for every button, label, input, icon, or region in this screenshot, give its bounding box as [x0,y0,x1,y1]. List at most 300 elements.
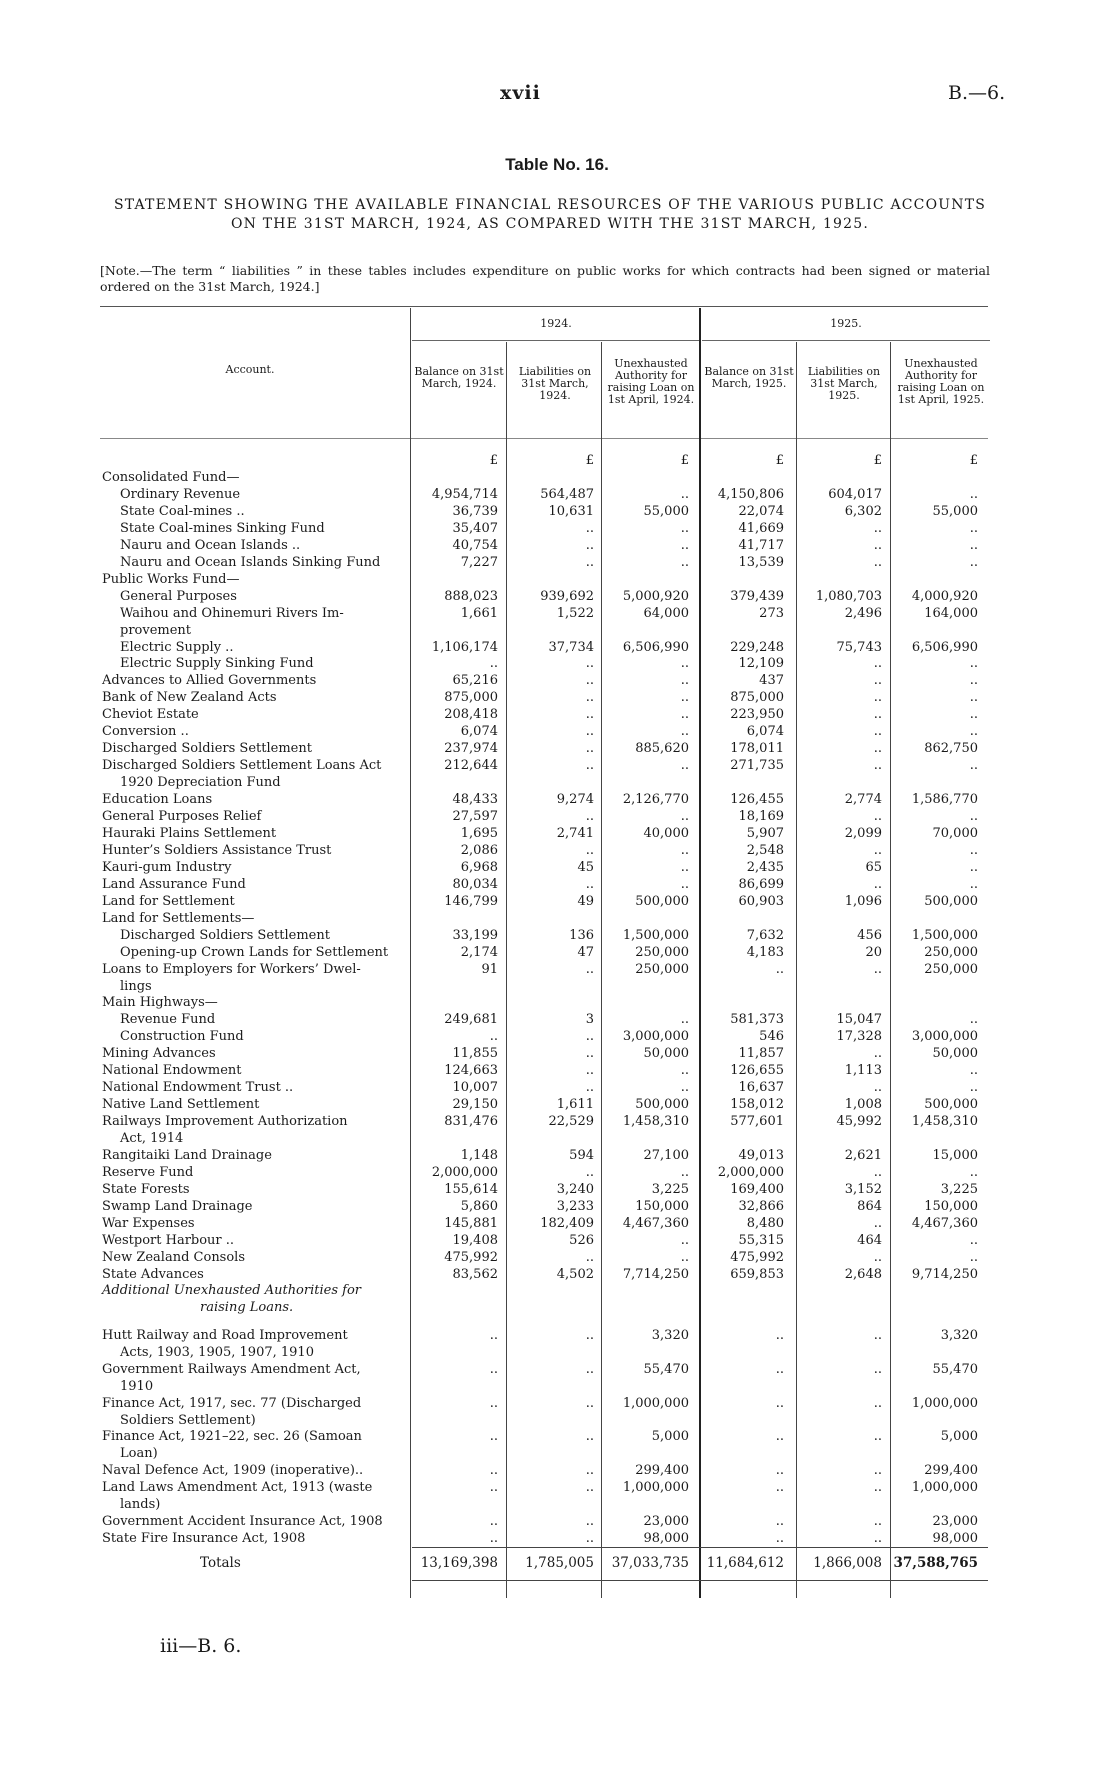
table-row [0,1266,1114,1283]
cell-value: 2,648 [844,1266,882,1282]
account-name: Land Assurance Fund [102,876,246,892]
cell-value: 500,000 [635,893,689,909]
table-row [0,520,1114,537]
cell-value: .. [585,537,594,553]
cell-value: .. [585,1328,594,1343]
account-name: Consolidated Fund— [102,470,240,485]
currency-symbol: £ [489,453,498,468]
cell-value: .. [969,724,978,740]
cell-value: .. [680,1164,689,1180]
note: [Note.—The term “ liabilities ” in these tables includes expenditure on public works for which contracts had been signed or material ordered on the 31st March, 1924.] [100,263,990,294]
page-footer: iii—B. 6. [160,1635,242,1657]
cell-value: 3,240 [556,1181,594,1197]
table-row [0,554,1114,571]
table-row [0,1361,1114,1378]
cell-value: .. [585,1029,594,1045]
account-name: Hutt Railway and Road Improvement [102,1328,348,1343]
cell-value: 3,152 [844,1181,882,1197]
account-name: Mining Advances [102,1046,216,1062]
cell-value: 862,750 [924,741,978,757]
cell-value: .. [585,1530,594,1546]
cell-value: .. [969,1012,978,1028]
account-name: Cheviot Estate [102,707,199,723]
cell-value: .. [680,554,689,570]
table-row [0,1215,1114,1232]
account-name: Rangitaiki Land Drainage [102,1148,272,1163]
cell-value: .. [680,673,689,689]
cell-value: .. [873,656,882,672]
account-name: Railways Improvement Authorization [102,1114,348,1130]
cell-value: 6,302 [844,503,882,519]
cell-value: 5,000,920 [622,588,689,604]
cell-value: 10,631 [548,503,594,519]
account-name: Conversion .. [102,724,189,740]
cell-value: .. [873,1249,882,1265]
cell-value: 55,315 [738,1232,784,1248]
cell-value: .. [585,758,594,774]
cell-value: .. [969,842,978,858]
cell-value: 564,487 [540,486,594,502]
cell-value: 237,974 [444,741,498,757]
cell-value: .. [873,1046,882,1062]
cell-value: .. [873,554,882,570]
cell-value: 2,774 [844,792,882,808]
cell-value: 4,954,714 [431,486,498,502]
cell-value: 2,086 [460,842,498,858]
cell-value: .. [489,1480,498,1496]
table-row [0,876,1114,893]
cell-value: .. [680,1249,689,1265]
cell-value: 500,000 [924,1097,978,1113]
account-name: General Purposes Relief [102,809,262,824]
cell-value: 23,000 [643,1513,689,1529]
cell-value: 3,225 [651,1181,689,1197]
cell-value: 250,000 [924,961,978,977]
cell-value: .. [969,1164,978,1180]
cell-value: 98,000 [643,1530,689,1546]
cell-value: 7,714,250 [622,1266,689,1282]
table-row [0,757,1114,774]
cell-value: .. [585,724,594,740]
cell-value: 10,007 [452,1080,498,1096]
cell-value: 1,000,000 [622,1480,689,1496]
cell-value: 229,248 [730,639,784,655]
account-name: Waihou and Ohinemuri Rivers Im- [120,605,344,621]
cell-value: .. [775,1463,784,1479]
cell-value: 49 [577,893,594,909]
cell-value: 4,467,360 [911,1215,978,1231]
account-name: General Purposes [120,588,237,604]
account-name: Soldiers Settlement) [120,1412,256,1428]
cell-value: .. [489,1429,498,1445]
cell-value: 4,467,360 [622,1215,689,1231]
account-name: Nauru and Ocean Islands .. [120,537,301,553]
cell-value: .. [873,758,882,774]
cell-value: 831,476 [444,1114,498,1130]
cell-value: 875,000 [444,690,498,706]
table-title: Table No. 16. [505,155,609,174]
cell-value: 2,435 [746,859,784,875]
account-name: Kauri-gum Industry [102,859,232,875]
cell-value: 475,992 [730,1249,784,1265]
additional-heading-line1: Additional Unexhausted Authorities for [102,1283,361,1298]
account-name: Finance Act, 1917, sec. 77 (Discharged [102,1395,362,1411]
account-name: Main Highways— [102,995,218,1011]
account-name: Electric Supply .. [120,639,234,655]
cell-value: 83,562 [452,1266,498,1282]
cell-value: 526 [569,1232,594,1248]
account-name: State Advances [102,1266,204,1282]
cell-value: .. [969,690,978,706]
header-unexhausted-1924: Unexhausted Authority for raising Loan on 1st April, 1924. [607,357,695,406]
cell-value: 158,012 [730,1097,784,1113]
cell-value: .. [680,758,689,774]
table-row [0,1130,1114,1147]
cell-value: .. [585,707,594,723]
cell-value: 594 [569,1148,594,1163]
cell-value: 18,169 [738,809,784,824]
cell-value: 45 [577,859,594,875]
cell-value: .. [489,1361,498,1377]
account-name: Land for Settlements— [102,910,255,926]
table-row [0,927,1114,944]
cell-value: 1,661 [460,605,498,621]
totals-value: 37,588,765 [893,1555,978,1571]
totals-value: 13,169,398 [420,1555,498,1571]
cell-value: .. [680,859,689,875]
cell-value: 1,080,703 [815,588,882,604]
account-name: State Fire Insurance Act, 1908 [102,1530,306,1546]
cell-value: .. [969,520,978,536]
table-row [0,1479,1114,1496]
currency-symbol: £ [873,453,882,468]
cell-value: 1,113 [844,1063,882,1079]
currency-symbol: £ [680,453,689,468]
header-unexhausted-1925: Unexhausted Authority for raising Loan on 1st April, 1925. [897,357,985,406]
cell-value: 40,000 [643,825,689,841]
cell-value: 1,500,000 [622,927,689,943]
table-row [0,1496,1114,1513]
cell-value: .. [489,1029,498,1045]
table-row [0,1462,1114,1479]
cell-value: .. [873,1429,882,1445]
cell-value: 271,735 [730,758,784,774]
account-name: Construction Fund [120,1029,244,1045]
table-row [0,655,1114,672]
cell-value: 2,099 [844,825,882,841]
table-row [0,1198,1114,1215]
table-row [0,503,1114,520]
cell-value: .. [775,1395,784,1411]
cell-value: .. [873,673,882,689]
cell-value: .. [680,1063,689,1079]
cell-value: 6,074 [460,724,498,740]
statement-heading: STATEMENT SHOWING THE AVAILABLE FINANCIAL RESOURCES OF THE VARIOUS PUBLIC ACCOUNTS ON THE 31ST MARCH, 1924, AS COMPARED WITH THE 31ST MARCH, 1925. [113,197,987,232]
cell-value: 250,000 [635,944,689,960]
cell-value: .. [873,520,882,536]
cell-value: 2,548 [746,842,784,858]
cell-value: .. [489,656,498,672]
cell-value: 7,632 [746,927,784,943]
cell-value: 3 [585,1012,594,1028]
cell-value: 126,655 [730,1063,784,1079]
cell-value: 249,681 [444,1012,498,1028]
cell-value: .. [585,1429,594,1445]
totals-row [0,1555,1114,1572]
cell-value: 1,695 [460,825,498,841]
cell-value: 888,023 [444,588,498,604]
cell-value: .. [969,1249,978,1265]
cell-value: .. [969,554,978,570]
account-name: Discharged Soldiers Settlement Loans Act [102,758,382,774]
cell-value: .. [585,520,594,536]
table-row [0,1062,1114,1079]
table-row [0,791,1114,808]
cell-value: .. [969,673,978,689]
cell-value: 32,866 [738,1198,784,1214]
table-row [0,1445,1114,1462]
cell-value: 1,148 [460,1148,498,1163]
cell-value: 150,000 [924,1198,978,1214]
cell-value: .. [585,876,594,892]
currency-row [0,452,1114,469]
cell-value: .. [873,1215,882,1231]
cell-value: .. [585,842,594,858]
table-row [0,1164,1114,1181]
table-row [0,605,1114,622]
account-name: Ordinary Revenue [120,486,241,502]
cell-value: .. [585,1249,594,1265]
cell-value: 1,522 [556,605,594,621]
account-name: Opening-up Crown Lands for Settlement [120,944,389,960]
cell-value: 437 [759,673,784,689]
cell-value: .. [585,1361,594,1377]
cell-value: 50,000 [932,1046,978,1062]
cell-value: 6,074 [746,724,784,740]
table-row [0,1011,1114,1028]
totals-value: 11,684,612 [706,1555,784,1571]
cell-value: .. [775,1480,784,1496]
cell-value: .. [489,1513,498,1529]
cell-value: .. [585,1480,594,1496]
additional-heading-line2: raising Loans. [200,1300,294,1315]
cell-value: 27,597 [452,809,498,824]
table-row [0,1327,1114,1344]
account-name: 1910 [120,1378,154,1394]
year-rule-1925 [702,340,990,341]
header-rule [100,438,988,439]
document-reference: B.—6. [948,82,1006,104]
table-row [0,1249,1114,1266]
cell-value: 150,000 [635,1198,689,1214]
cell-value: 86,699 [738,876,784,892]
cell-value: .. [873,707,882,723]
cell-value: 1,458,310 [911,1114,978,1130]
account-name: Swamp Land Drainage [102,1198,253,1214]
account-name: Naval Defence Act, 1909 (inoperative).. [102,1463,364,1479]
cell-value: 16,637 [738,1080,784,1096]
cell-value: 604,017 [828,486,882,502]
cell-value: .. [775,1429,784,1445]
cell-value: 169,400 [730,1181,784,1197]
cell-value: 126,455 [730,792,784,808]
account-name: National Endowment Trust .. [102,1080,294,1096]
cell-value: 8,480 [746,1215,784,1231]
table-row [0,469,1114,486]
cell-value: .. [969,876,978,892]
cell-value: 1,000,000 [622,1395,689,1411]
cell-value: 13,539 [738,554,784,570]
cell-value: 864 [857,1198,882,1214]
cell-value: 5,860 [460,1198,498,1214]
table-row [0,1395,1114,1412]
cell-value: 546 [759,1029,784,1045]
cell-value: 23,000 [932,1513,978,1529]
cell-value: 33,199 [452,927,498,943]
cell-value: 3,233 [556,1198,594,1214]
cell-value: .. [585,741,594,757]
table-row [0,588,1114,605]
cell-value: .. [969,537,978,553]
header-account: Account. [225,363,275,376]
cell-value: .. [873,1463,882,1479]
cell-value: .. [585,1046,594,1062]
cell-value: 47 [577,944,594,960]
table-row [0,1079,1114,1096]
cell-value: 4,502 [556,1266,594,1282]
table-row [0,639,1114,656]
cell-value: .. [680,486,689,502]
account-name: Revenue Fund [120,1012,216,1028]
cell-value: 65,216 [452,673,498,689]
cell-value: 1,000,000 [911,1480,978,1496]
cell-value: .. [585,554,594,570]
cell-value: 7,227 [460,554,498,570]
totals-value: 1,866,008 [813,1555,882,1571]
cell-value: 5,000 [940,1429,978,1445]
cell-value: 464 [857,1232,882,1248]
cell-value: .. [873,741,882,757]
page-number: xvii [500,82,541,104]
cell-value: .. [680,537,689,553]
cell-value: 2,000,000 [431,1164,498,1180]
table-row [0,1232,1114,1249]
table-row [0,994,1114,1011]
cell-value: 98,000 [932,1530,978,1546]
totals-value: 1,785,005 [525,1555,594,1571]
table-row [0,1045,1114,1062]
cell-value: .. [873,1480,882,1496]
cell-value: 55,470 [932,1361,978,1377]
cell-value: 41,669 [738,520,784,536]
cell-value: .. [585,1463,594,1479]
cell-value: .. [680,724,689,740]
cell-value: 15,047 [836,1012,882,1028]
cell-value: .. [873,724,882,740]
cell-value: .. [680,1080,689,1096]
account-name: Bank of New Zealand Acts [102,690,277,706]
account-name: Nauru and Ocean Islands Sinking Fund [120,554,381,570]
cell-value: 2,174 [460,944,498,960]
account-name: Government Railways Amendment Act, [102,1361,361,1377]
account-name: Discharged Soldiers Settlement [102,741,312,757]
cell-value: .. [680,1012,689,1028]
cell-value: .. [585,809,594,824]
table-row [0,1147,1114,1164]
account-name: Discharged Soldiers Settlement [120,927,330,943]
cell-value: 124,663 [444,1063,498,1079]
table-row [0,910,1114,927]
header-balance-1924: Balance on 31st March, 1924. [414,365,504,390]
account-name: Advances to Allied Governments [102,673,317,689]
cell-value: .. [969,758,978,774]
cell-value: 11,855 [452,1046,498,1062]
cell-value: 2,741 [556,825,594,841]
cell-value: 4,150,806 [717,486,784,502]
cell-value: 577,601 [730,1114,784,1130]
cell-value: .. [585,1395,594,1411]
account-name: Land Laws Amendment Act, 1913 (waste [102,1480,373,1496]
cell-value: .. [680,1232,689,1248]
table-row [0,1378,1114,1395]
cell-value: 875,000 [730,690,784,706]
account-name: Loans to Employers for Workers’ Dwel- [102,961,361,977]
cell-value: 146,799 [444,893,498,909]
account-name: New Zealand Consols [102,1249,246,1265]
cell-value: 9,714,250 [911,1266,978,1282]
cell-value: .. [873,690,882,706]
cell-value: .. [489,1395,498,1411]
account-name: War Expenses [102,1215,195,1231]
table-row [0,978,1114,995]
currency-symbol: £ [585,453,594,468]
cell-value: .. [680,842,689,858]
account-name: State Coal-mines .. [120,503,245,519]
cell-value: 273 [759,605,784,621]
cell-value: .. [873,1395,882,1411]
cell-value: 19,408 [452,1232,498,1248]
cell-value: 3,000,000 [622,1029,689,1045]
cell-value: 5,000 [651,1429,689,1445]
cell-value: 500,000 [924,893,978,909]
cell-value: 182,409 [540,1215,594,1231]
cell-value: 22,529 [548,1114,594,1130]
cell-value: .. [489,1463,498,1479]
cell-value: .. [873,1361,882,1377]
table-row [0,1513,1114,1530]
cell-value: 1,500,000 [911,927,978,943]
cell-value: 1,458,310 [622,1114,689,1130]
cell-value: .. [585,1080,594,1096]
account-name: Government Accident Insurance Act, 1908 [102,1513,383,1529]
cell-value: .. [775,1530,784,1546]
account-name: Westport Harbour .. [102,1232,235,1248]
table-row [0,740,1114,757]
table-row [0,825,1114,842]
account-name: National Endowment [102,1063,242,1079]
cell-value: .. [969,486,978,502]
cell-value: .. [585,656,594,672]
table-row [0,1028,1114,1045]
totals-value: 37,033,735 [611,1555,689,1571]
account-name: State Forests [102,1181,190,1197]
cell-value: .. [775,1328,784,1343]
cell-value: 500,000 [635,1097,689,1113]
cell-value: 36,739 [452,503,498,519]
cell-value: 17,328 [836,1029,882,1045]
cell-value: .. [680,876,689,892]
table-row [0,1113,1114,1130]
